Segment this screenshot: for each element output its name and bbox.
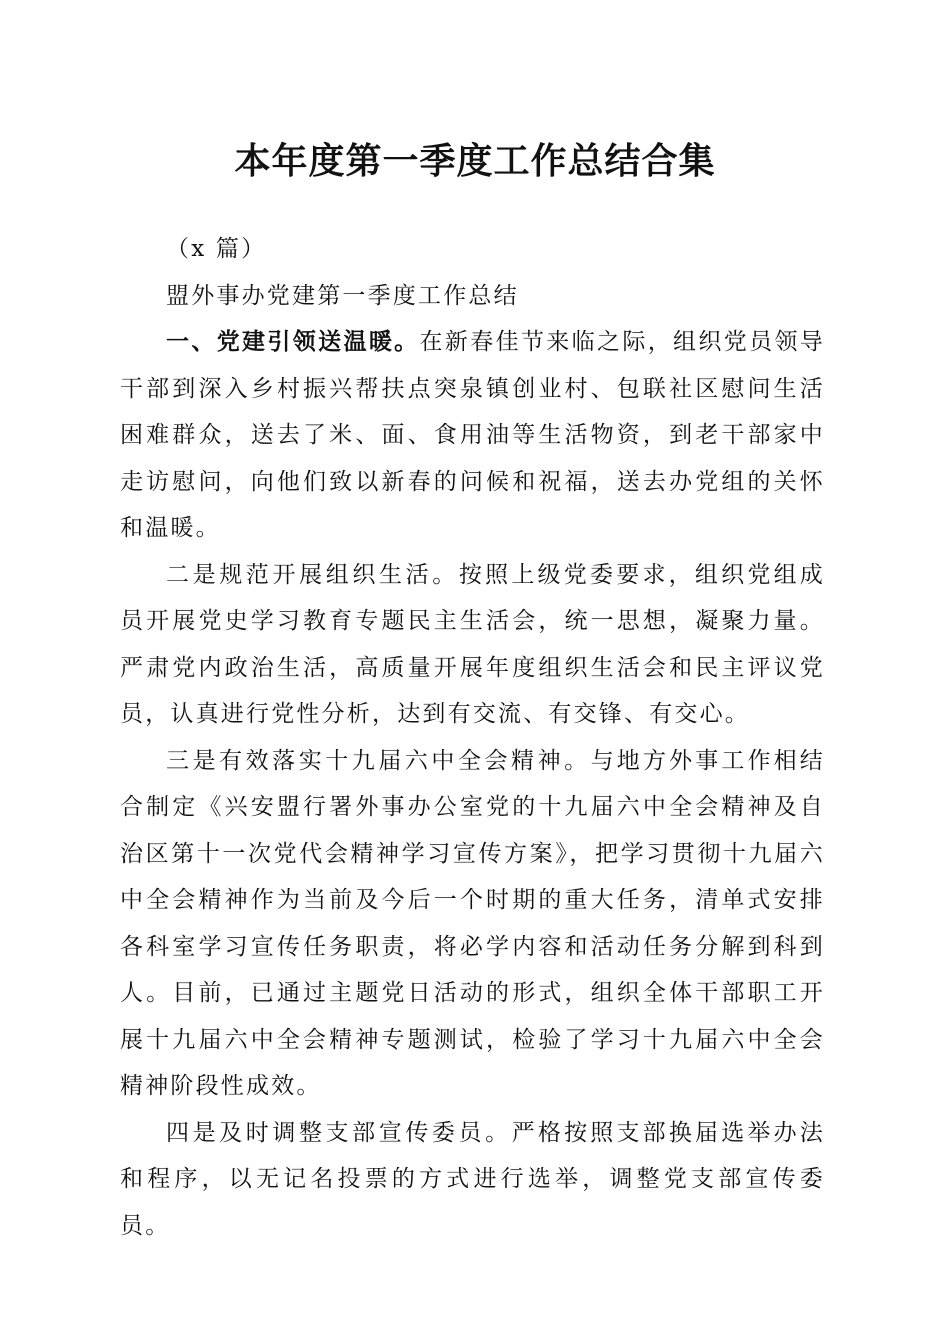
document-subtitle: 盟外事办党建第一季度工作总结	[166, 282, 519, 309]
document-body	[120, 226, 825, 1249]
section-text-2: 按照上级党委要求，组织党组成员开展党史学习教育专题民主生活会，统一思想，凝聚力量。严肃党内政治生活，高质量开展年度组织生活会和民主评议党员，认真进行党性分析，达到有交流、有交锋、有交心。	[120, 561, 825, 727]
section-paragraph-4	[120, 1110, 825, 1250]
section-paragraph-1	[120, 319, 825, 552]
section-lead-3: 三是有效落实十九届六中全会精神。	[166, 747, 591, 774]
section-text-3: 与地方外事工作相结合制定《兴安盟行署外事办公室党的十九届六中全会精神及自治区第十一次党代会精神学习宣传方案》，把学习贯彻十九届六中全会精神作为当前及今后一个时期的重大任务，清单式安排各科室学习宣传任务职责，将必学内容和活动任务分解到科到人。目前，已通过主题党日活动的形式，组织全体干部职工开展十九届六中全会精神专题测试，检验了学习十九届六中全会精神阶段性成效。	[120, 747, 825, 1099]
section-lead-4: 四是及时调整支部宣传委员。	[166, 1119, 512, 1146]
document-title: 本年度第一季度工作总结合集	[234, 140, 716, 182]
section-text-1: 在新春佳节来临之际，组织党员领导干部到深入乡村振兴帮扶点突泉镇创业村、包联社区慰问生活困难群众，送去了米、面、食用油等生活物资，到老干部家中走访慰问，向他们致以新春的问候和祝福，送去办党组的关怀和温暖。	[120, 329, 826, 541]
section-text-4: 严格按照支部换届选举办法和程序，以无记名投票的方式进行选举，调整党支部宣传委员。	[120, 1119, 825, 1239]
section-lead-2: 二是规范开展组织生活。	[166, 561, 459, 588]
part-label: （x 篇）	[166, 236, 267, 262]
section-paragraph-2	[120, 552, 825, 738]
section-paragraph-3	[120, 738, 825, 1110]
section-lead-1: 一、党建引领送温暖。	[166, 328, 420, 355]
